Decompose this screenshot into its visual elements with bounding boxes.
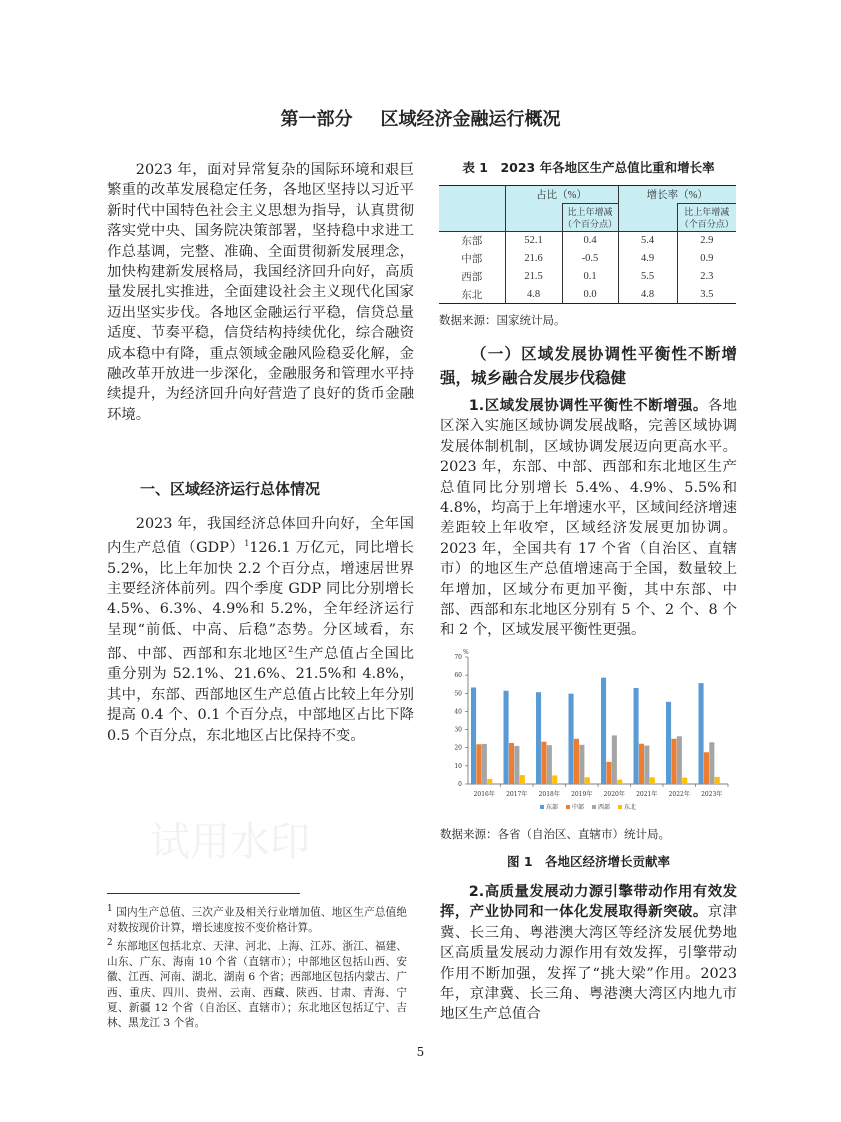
gdp-paragraph xyxy=(107,514,414,746)
y-tick-label: 20 xyxy=(454,744,462,752)
y-unit: % xyxy=(463,649,469,656)
text: 126.1 万亿元，同比增长 5.2%，比上年加快 2.2 个百分点，增速居世界主要经济体前列。四个季度 GDP 同比分别增长 4.5%、6.3%、4.9%和 5.2%，全年经济运行呈现“前低、中高、后稳”态势。分区域看，东部、中部、西部和东北地区 xyxy=(107,540,414,663)
bar-西部 xyxy=(677,736,682,784)
x-tick-label: 2016年 xyxy=(473,791,495,798)
footnote-mark: 2 xyxy=(107,938,113,949)
bar-西部 xyxy=(612,735,617,784)
cell: 东部 xyxy=(461,236,483,248)
bar-东部 xyxy=(536,692,541,784)
cell: -0.5 xyxy=(562,250,618,268)
bar-东部 xyxy=(471,687,476,784)
cell: 0.9 xyxy=(677,250,736,268)
cell: 2.3 xyxy=(677,268,736,286)
figure-caption: 图 1 各地区经济增长贡献率 xyxy=(506,854,671,869)
bar-中部 xyxy=(476,744,481,784)
footnote-2 xyxy=(107,936,407,1031)
x-tick-label: 2018年 xyxy=(538,791,560,798)
chart-source: 数据来源：各省（自治区、直辖市）统计局。 xyxy=(440,827,670,841)
gdp-table xyxy=(439,185,736,304)
cell: 0.0 xyxy=(562,286,618,304)
x-tick-label: 2020年 xyxy=(603,791,625,798)
bar-东部 xyxy=(666,702,671,784)
x-tick-label: 2023年 xyxy=(701,791,723,798)
regional-paragraph xyxy=(440,396,737,641)
subsection-heading: （一）区域发展协调性平衡性不断增强，城乡融合发展步伐稳健 xyxy=(440,345,737,387)
text: 生产总值占全国比重分别为 52.1%、21.6%、21.5%和 4.8%，其中，东部、西部地区生产总值占比较上年分别提高 0.4 个、0.1 个百分点，中部地区占比下降 0.5 个百分点，东北地区占比保持不变。 xyxy=(107,646,414,744)
header-share-change: 比上年增减（个百分点） xyxy=(562,204,618,232)
bar-中部 xyxy=(704,752,709,784)
cell: 4.8 xyxy=(505,286,562,304)
bar-东北 xyxy=(715,777,720,784)
cell: 5.4 xyxy=(618,232,677,250)
y-tick-label: 10 xyxy=(454,762,462,770)
legend-label: 东部 xyxy=(546,804,559,811)
cell: 2.9 xyxy=(677,232,736,250)
bar-中部 xyxy=(541,742,546,784)
legend-label: 东北 xyxy=(624,804,637,811)
table-source: 数据来源：国家统计局。 xyxy=(439,313,566,327)
header-growth-change: 比上年增减（个百分点） xyxy=(677,204,736,232)
bar-西部 xyxy=(514,746,519,784)
bar-东部 xyxy=(504,691,509,784)
x-tick-label: 2021年 xyxy=(636,791,658,798)
x-tick-label: 2017年 xyxy=(506,791,528,798)
bar-东部 xyxy=(634,688,639,784)
bar-西部 xyxy=(644,746,649,784)
section-heading: 一、区域经济运行总体情况 xyxy=(140,480,321,498)
legend-swatch xyxy=(592,805,596,809)
paragraph-lead: 1.区域发展协调性平衡性不断增强。 xyxy=(468,398,708,414)
contribution-chart xyxy=(436,648,741,820)
text: 2023 年，我国经济总体回升向好，全年国内生产总值（GDP） xyxy=(107,516,414,557)
footnote-ref[interactable]: 1 xyxy=(244,539,250,549)
page-title xyxy=(0,105,841,131)
table-row xyxy=(439,250,736,268)
cell: 21.5 xyxy=(505,268,562,286)
cell: 东北 xyxy=(461,289,483,301)
cell: 中部 xyxy=(461,254,483,265)
text: 各地区深入实施区域协调发展战略，完善区域协调发展体制机制，区域协调发展迈向更高水平。2023 年，东部、中部、西部和东北地区生产总值同比分别增长 5.4%、4.9%、5.5%和 4.8%，均高于上年增速水平，区域间经济增速差距较上年收窄，区域经济发展更加协调。2023 年，全国共有 17 个省（自治区、直辖市）的地区生产总值增速高于全国，数量较上年增加，区域分布更加平衡，其中东部、中部、西部和东北地区分别有 5 个、2 个、8 个和 2 个，区域发展平衡性更强。 xyxy=(440,398,737,639)
cell: 0.4 xyxy=(562,232,618,250)
cell: 0.1 xyxy=(562,268,618,286)
bar-东北 xyxy=(487,779,492,784)
bar-东北 xyxy=(617,780,622,784)
cell: 西部 xyxy=(461,272,483,283)
table-row xyxy=(439,268,736,286)
legend-swatch xyxy=(618,805,622,809)
cell: 4.9 xyxy=(618,250,677,268)
bar-西部 xyxy=(579,745,584,784)
bar-东北 xyxy=(520,775,525,784)
cell: 5.5 xyxy=(618,268,677,286)
cell: 3.5 xyxy=(677,286,736,304)
header-share: 占比（%） xyxy=(505,186,618,204)
footnote-1 xyxy=(107,902,407,936)
legend-label: 西部 xyxy=(598,804,611,811)
cell: 21.6 xyxy=(505,250,562,268)
bar-东北 xyxy=(552,775,557,784)
bar-东部 xyxy=(601,678,606,784)
y-tick-label: 40 xyxy=(454,708,462,716)
table-row xyxy=(439,286,736,304)
bar-中部 xyxy=(574,739,579,784)
cell: 52.1 xyxy=(505,232,562,250)
bar-西部 xyxy=(709,742,714,784)
bar-东北 xyxy=(650,777,655,784)
header-blank xyxy=(505,204,562,232)
header-growth: 增长率（%） xyxy=(618,186,736,204)
legend-label: 中部 xyxy=(572,804,585,811)
footnotes xyxy=(107,902,407,1031)
bar-东部 xyxy=(699,683,704,784)
footnote-divider xyxy=(107,893,300,894)
bar-中部 xyxy=(509,743,514,784)
bar-西部 xyxy=(482,744,487,784)
x-tick-label: 2022年 xyxy=(668,791,690,798)
table-row xyxy=(439,232,736,250)
footnote-mark: 1 xyxy=(107,904,113,914)
bar-中部 xyxy=(671,739,676,784)
corner-cell xyxy=(439,186,505,232)
text: 京津冀、长三角、粤港澳大湾区等经济发展优势地区高质量发展动力源作用有效发挥，引擎带动作用不断加强，发挥了“挑大梁”作用。2023 年，京津冀、长三角、粤港澳大湾区内地九市地区生产总值合 xyxy=(440,904,737,1023)
bar-东部 xyxy=(569,694,574,784)
cell: 4.8 xyxy=(618,286,677,304)
y-tick-label: 30 xyxy=(454,726,462,734)
bar-中部 xyxy=(606,762,611,784)
footnote-text: 东部地区包括北京、天津、河北、上海、江苏、浙江、福建、山东、广东、海南 10 个省（直辖市）；中部地区包括山西、安徽、江西、河南、湖北、湖南 6 个省；西部地区包括内蒙古、广西、重庆、四川、贵州、云南、西藏、陕西、甘肃、青海、宁夏、新疆 12 个省（自治区、直辖市）；东北地区包括辽宁、吉林、黑龙江 3 个省。 xyxy=(107,940,408,1030)
part-label: 第一部分 xyxy=(280,109,353,130)
table-caption: 表 1 2023 年各地区生产总值比重和增长率 xyxy=(462,160,715,175)
bar-东北 xyxy=(682,778,687,784)
bar-中部 xyxy=(639,744,644,784)
legend-swatch xyxy=(540,805,544,809)
y-tick-label: 70 xyxy=(454,654,462,661)
y-tick-label: 0 xyxy=(458,781,462,788)
table-block xyxy=(439,185,736,328)
footnote-ref[interactable]: 2 xyxy=(288,645,294,655)
y-tick-label: 60 xyxy=(454,672,462,680)
footnote-text: 国内生产总值、三次产业及相关行业增加值、地区生产总值绝对数按现价计算，增长速度按不变价格计算。 xyxy=(107,906,408,934)
part-name: 区域经济金融运行概况 xyxy=(380,109,561,130)
growth-engine-paragraph xyxy=(440,882,737,1025)
header-blank xyxy=(618,204,677,232)
bar-西部 xyxy=(547,745,552,784)
paragraph-lead: 2.高质量发展动力源引擎带动作用有效发挥，产业协同和一体化发展取得新突破。 xyxy=(440,884,737,921)
bar-东北 xyxy=(585,777,590,784)
page-number: 5 xyxy=(416,1045,425,1059)
y-tick-label: 50 xyxy=(454,690,462,698)
legend-swatch xyxy=(566,805,570,809)
x-tick-label: 2019年 xyxy=(571,791,593,798)
intro-paragraph: 2023 年，面对异常复杂的国际环境和艰巨繁重的改革发展稳定任务，各地区坚持以习近平新时代中国特色社会主义思想为指导，认真贯彻落实党中央、国务院决策部署，坚持稳中求进工作总基调，完整、准确、全面贯彻新发展理念，加快构建新发展格局，我国经济回升向好，高质量发展扎实推进，全面建设社会主义现代化国家迈出坚实步伐。各地区金融运行平稳，信贷总量适度、节奏平稳，信贷结构持续优化，综合融资成本稳中有降，重点领域金融风险稳妥化解，金融改革开放进一步深化，金融服务和管理水平持续提升，为经济回升向好营造了良好的货币金融环境。 xyxy=(107,162,414,423)
watermark: 试用水印 xyxy=(150,819,310,865)
